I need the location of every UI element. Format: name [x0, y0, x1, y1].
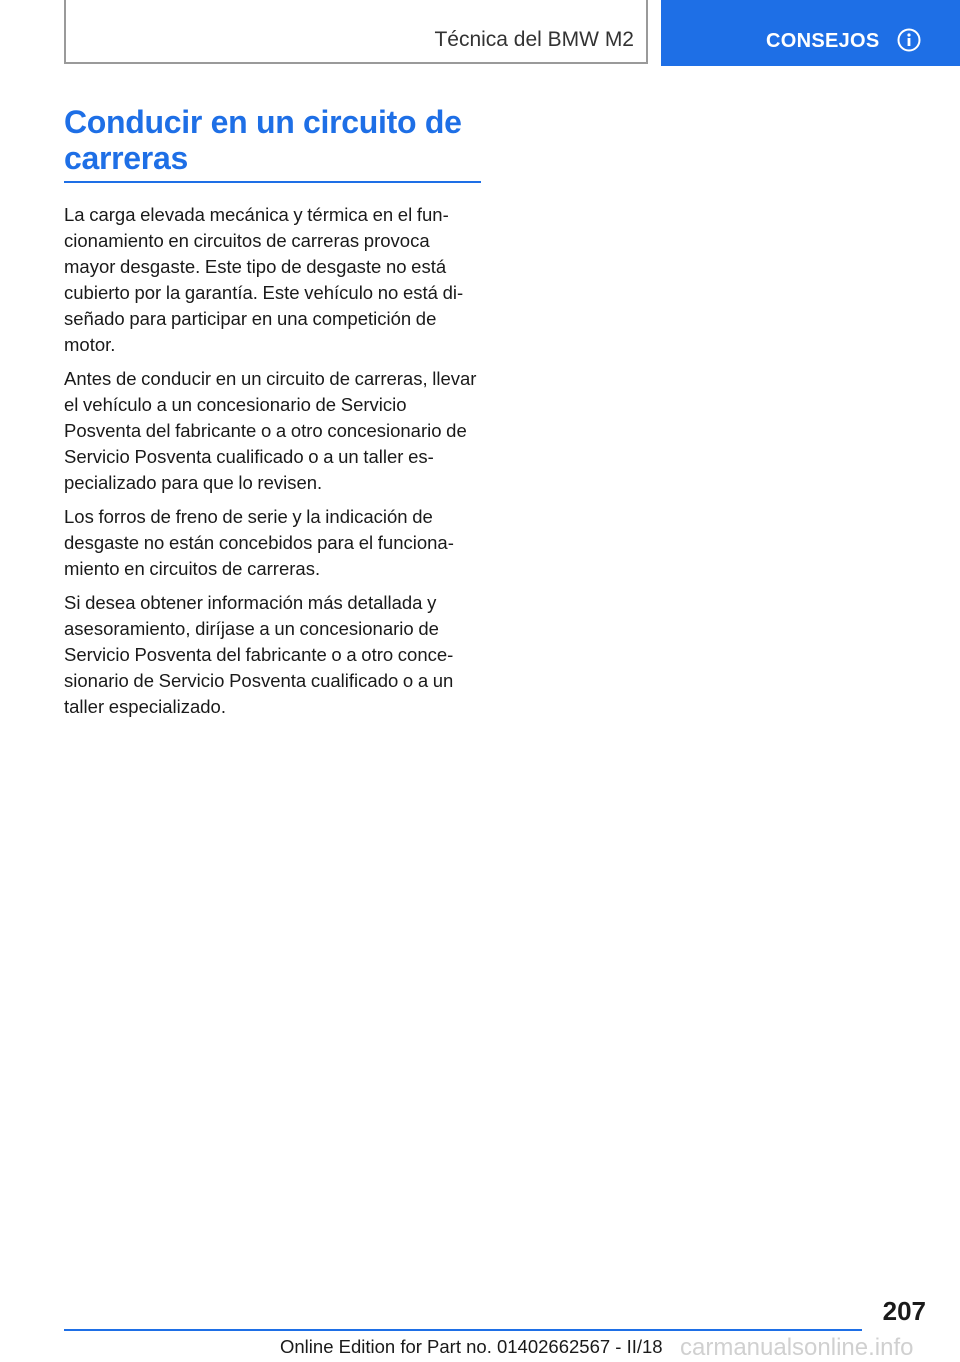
title-divider	[64, 181, 481, 183]
info-icon	[897, 28, 921, 52]
page-title: Conducir en un circuito de carreras	[64, 104, 462, 176]
paragraph: Si desea obtener información más detallada y asesoramiento, diríjase a un concesionario de Servicio Posventa del fabricante o a otro concesionario de Servicio Posventa cualificado o a un taller especializado.	[64, 592, 454, 717]
footer-divider	[64, 1329, 862, 1331]
chapter-title: Técnica del BMW M2	[434, 28, 634, 51]
footer-edition: Online Edition for Part no. 01402662567 - II/18	[280, 1336, 663, 1357]
header-chapter-box	[64, 0, 648, 64]
paragraph: La carga elevada mecánica y térmica en el funcionamiento en circuitos de carreras provoca mayor desgaste. Este tipo de desgaste no está cubierto por la garantía. Este vehículo no está diseñado para participar en una competición de motor.	[64, 204, 464, 355]
section-title: CONSEJOS	[766, 30, 880, 52]
article-body	[64, 202, 484, 728]
page-number: 207	[882, 1296, 926, 1326]
header-section-tab[interactable]	[661, 0, 960, 66]
paragraph: Antes de conducir en un circuito de carreras, llevar el vehículo a un concesionario de Servicio Posventa del fabricante o a otro concesionario de Servicio Posventa cualificado o a un taller especializado para que lo revisen.	[64, 368, 477, 493]
paragraph: Los forros de freno de serie y la indicación de desgaste no están concebidos para el funcionamiento en circuitos de carreras.	[64, 506, 454, 579]
watermark: carmanualsonline.info	[680, 1334, 914, 1361]
